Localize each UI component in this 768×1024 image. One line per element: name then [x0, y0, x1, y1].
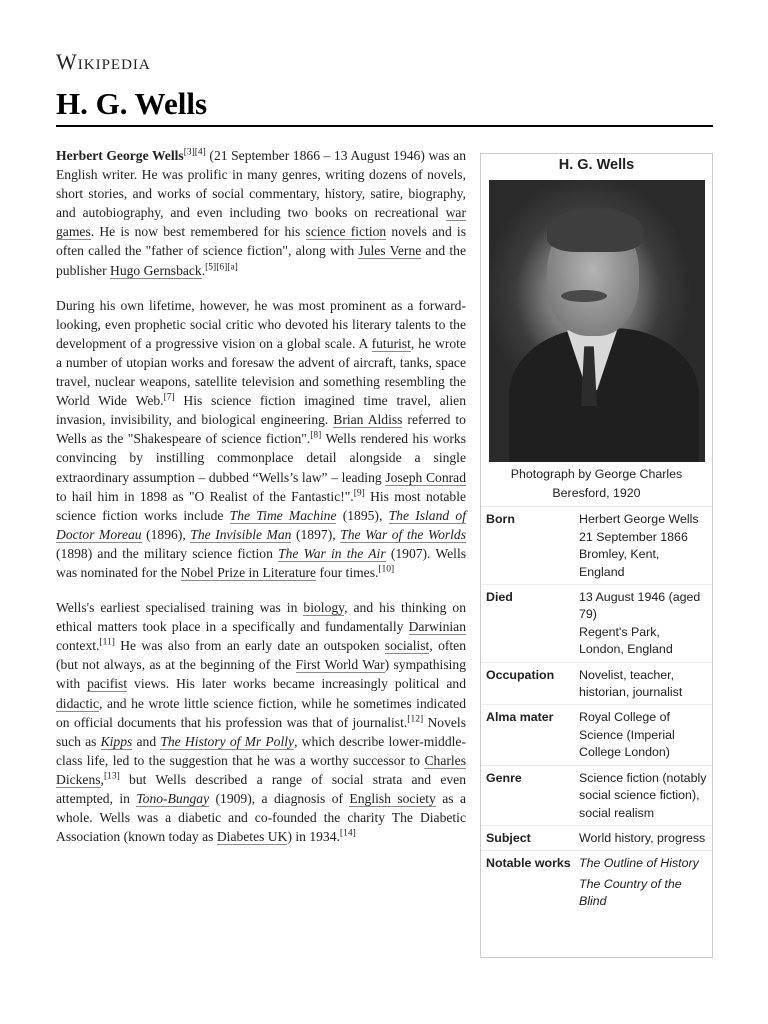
citation[interactable]: [10] [378, 564, 395, 575]
text: (21 September 1866 – 13 August 1946) was an English writer. He was prolific in many genres, writing dozens of novels, short stories, and works of social commentary, history, satire, biography, and autobiography, and even including two books on recreational [56, 148, 466, 221]
born-label: Born [486, 512, 515, 527]
link-text: Kipps [100, 733, 133, 749]
article-body [56, 146, 466, 862]
infobox [480, 153, 713, 958]
alma-mater-label: Alma mater [486, 710, 554, 725]
link-pacifist[interactable]: pacifist [87, 676, 128, 692]
link-english-society[interactable]: English society [349, 791, 436, 806]
born-value [579, 511, 712, 581]
text: novels and is often called the "father of science fiction", along with [56, 224, 466, 259]
wikipedia-logo[interactable]: Wikipedia [56, 49, 151, 74]
link-time-machine[interactable] [230, 508, 337, 524]
occupation-value [579, 667, 712, 702]
text: (1895), [336, 507, 389, 523]
link-joseph-conrad[interactable]: Joseph Conrad [385, 469, 466, 485]
infobox-row-notable-works [481, 850, 712, 913]
text: He was also from an early date an outspoken [114, 638, 385, 654]
text: views. His later works became increasingly political and [127, 676, 466, 692]
text: as a whole. Wells was a diabetic and co-founded the charity The Diabetic Association (known today as [56, 791, 466, 845]
text: (1909), a diagnosis of [209, 791, 350, 806]
link-war-in-the-air[interactable] [278, 546, 386, 562]
died-label: Died [486, 590, 513, 605]
link-diabetes-uk[interactable]: Diabetes UK [216, 829, 288, 845]
infobox-row-died [481, 584, 712, 662]
link-text: The Invisible Man [190, 526, 292, 542]
text: . [201, 262, 206, 278]
link-text: The History of Mr Polly [160, 733, 295, 749]
alma-mater-link[interactable]: Royal College of Science (Imperial College London) [579, 710, 675, 760]
text: referred to Wells as the "Shakespeare of science fiction". [56, 412, 466, 447]
citation[interactable]: [8] [310, 430, 322, 441]
text: to hail him in 1898 as "O Realist of the Fantastic!". [56, 488, 354, 504]
died-place: Regent's Park, London, England [579, 624, 673, 657]
infobox-row-genre [481, 765, 712, 825]
link-text: The War of the Worlds [340, 526, 467, 542]
text: His science fiction imagined time travel, alien invasion, invisibility, and biological engineering. [56, 393, 466, 428]
died-value [579, 589, 712, 659]
page-title: H. G. Wells [56, 86, 208, 121]
occupation-text: Novelist, teacher, historian, journalist [579, 667, 683, 700]
died-date: 13 August 1946 (aged 79) [579, 590, 701, 622]
text: but Wells described a range of social strata and even attempted, in [56, 771, 466, 806]
text: and the publisher [56, 243, 466, 278]
born-date: 21 September 1866 [579, 529, 688, 544]
paragraph-intro [56, 146, 466, 280]
link-hugo-gernsback[interactable]: Hugo Gernsback [110, 262, 202, 278]
link-war-games[interactable]: war games [56, 205, 466, 240]
text: ) in 1934. [287, 829, 340, 845]
text: , which describe lower-middle-class life, led to the suggestion that he was a worthy successor to [56, 733, 466, 768]
citation[interactable]: [11] [99, 637, 115, 648]
link-text: Tono-Bungay [136, 791, 210, 806]
subject-value [579, 830, 712, 847]
link-war-of-the-worlds[interactable] [340, 527, 466, 543]
link-brian-aldiss[interactable]: Brian Aldiss [333, 412, 403, 428]
notable-works-value [579, 855, 712, 910]
infobox-row-alma-mater [481, 704, 712, 764]
link-invisible-man[interactable] [190, 527, 291, 543]
link-futurist[interactable]: futurist [371, 335, 411, 351]
genre-label: Genre [486, 770, 522, 785]
citation[interactable]: [7] [163, 392, 175, 403]
text: Wells rendered his works convincing by instilling commonplace detail alongside a single extraordinary assumption – dubbed “Wells’s law” – leading [56, 431, 466, 485]
link-text: The War in the Air [278, 545, 386, 561]
notable-work-link[interactable] [579, 855, 708, 872]
text: . He is now best remembered for his [90, 224, 306, 240]
text: (1898) and the military science fiction [56, 545, 279, 561]
photo-caption: Photograph by George Charles Beresford, 1920 [510, 467, 683, 501]
text: , he wrote a number of utopian works and foresaw the advent of aircraft, tanks, space travel, nuclear weapons, satellite television and something resembling the World Wide Web. [56, 335, 466, 409]
link-nobel-prize[interactable]: Nobel Prize in Literature [180, 564, 317, 580]
genre-value [579, 770, 712, 822]
link-mr-polly[interactable] [160, 734, 294, 750]
link-tono-bungay[interactable] [136, 791, 209, 807]
link-science-fiction[interactable]: science fiction [305, 224, 387, 240]
citation[interactable]: [13] [103, 771, 120, 782]
text: , [100, 771, 104, 787]
link-text: The Time Machine [229, 507, 337, 523]
citation[interactable]: [9] [353, 488, 365, 499]
text: four times. [316, 564, 379, 580]
subject-text: World history, progress [579, 830, 706, 845]
genre-text: Science fiction (notably social science fiction), social realism [579, 770, 707, 820]
link-first-world-war[interactable]: First World War [295, 657, 385, 673]
text: (1897), [291, 526, 341, 542]
link-darwinian[interactable]: Darwinian [408, 619, 466, 635]
notable-work-title: The Outline of History [579, 856, 699, 871]
text: (1907). Wells was nominated for the [56, 545, 467, 580]
link-socialist[interactable]: socialist [384, 638, 430, 654]
title-divider [56, 125, 713, 127]
link-charles-dickens[interactable]: Charles Dickens [56, 752, 466, 787]
notable-work-link[interactable] [579, 876, 708, 911]
paragraph-futurist [56, 296, 466, 582]
text: His most notable science fiction works include [56, 488, 467, 523]
subject-name: Herbert George Wells [56, 148, 184, 163]
text: and [132, 733, 161, 749]
text: Novels such as [56, 714, 466, 749]
notable-works-label: Notable works [486, 856, 571, 871]
infobox-row-occupation [481, 662, 712, 705]
citation[interactable]: [14] [339, 828, 356, 839]
link-biology[interactable]: biology [303, 600, 345, 616]
link-kipps[interactable] [101, 734, 133, 750]
citation[interactable]: [12] [407, 714, 424, 725]
portrait-photo[interactable] [489, 180, 705, 462]
infobox-title: H. G. Wells [558, 157, 635, 173]
text: (1896), [141, 526, 191, 542]
alma-mater-value [579, 709, 712, 761]
link-jules-verne[interactable]: Jules Verne [358, 243, 422, 259]
link-didactic[interactable]: didactic [56, 695, 100, 711]
link-text: The Island of Doctor Moreau [56, 507, 466, 542]
notable-work-title: The Country of the Blind [579, 876, 682, 909]
text: , and he wrote little science fiction, while he sometimes indicated on official documents that his profession was that of journalist. [56, 695, 466, 730]
text: , often (but not always, as at the beginning of the [56, 638, 466, 673]
photo-hair [547, 208, 643, 252]
text: , and his thinking on ethical matters took place in a specifically and fundamentally [56, 600, 466, 635]
text: Wells's earliest specialised training was in [56, 600, 304, 616]
citation[interactable]: [5][6][a] [205, 262, 238, 273]
text: During his own lifetime, however, he was most prominent as a forward-looking, even prophetic social critic who devoted his literary talents to the development of a progressive vision on a global scale. A [56, 297, 466, 351]
infobox-row-subject [481, 825, 712, 850]
subject-label: Subject [486, 830, 531, 845]
occupation-label: Occupation [486, 667, 555, 682]
paragraph-biology [56, 598, 466, 846]
text: context. [56, 638, 100, 654]
citation[interactable]: [3][4] [183, 147, 206, 158]
born-name: Herbert George Wells [579, 512, 699, 527]
infobox-row-born [481, 506, 712, 584]
text: ) sympathising with [56, 657, 466, 692]
born-place: Bromley, Kent, England [579, 547, 660, 579]
